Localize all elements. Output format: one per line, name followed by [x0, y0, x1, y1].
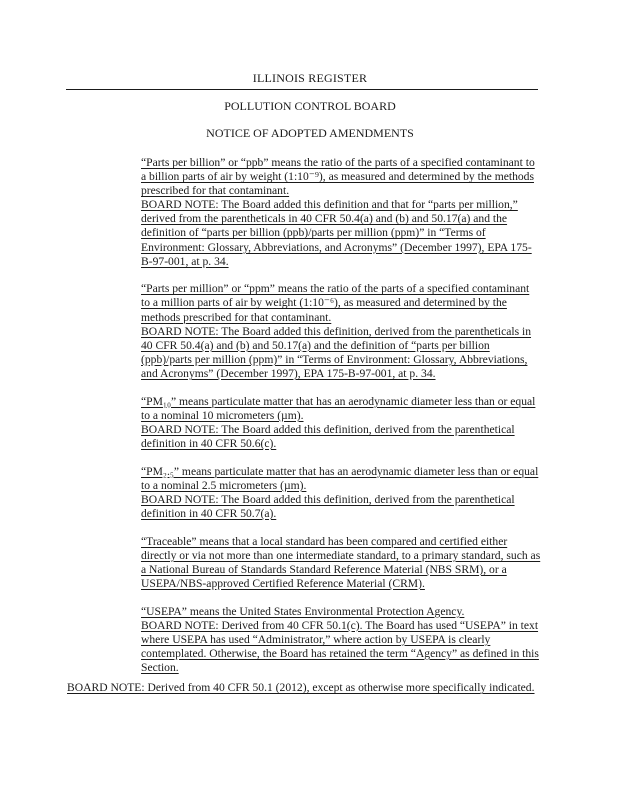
definition-text: “USEPA” means the United States Environmental Protection Agency. [141, 604, 465, 618]
definition-text: “PM₁₀” means particulate matter that has an aerodynamic diameter less than or equal to a nominal 10 micrometers (µm). [141, 394, 536, 422]
definition-pm25 [141, 465, 541, 521]
agency-name: POLLUTION CONTROL BOARD [224, 99, 396, 113]
board-note: BOARD NOTE: The Board added this definition, derived from the parenthetical definition in 40 CFR 50.6(c). [141, 422, 515, 450]
definition-ppm [141, 282, 541, 381]
definition-usepa [141, 605, 541, 675]
definition-text: “Traceable” means that a local standard has been compared and certified either directly or via not more than one intermediate standard, to a primary standard, such as a National Bureau of Standards Standard Reference Material (NBS SRM), or a USEPA/NBS-approved Certified Reference Material (CRM). [141, 534, 541, 590]
notice-title: NOTICE OF ADOPTED AMENDMENTS [206, 126, 414, 140]
definition-pm10 [141, 395, 541, 451]
board-note: BOARD NOTE: Derived from 40 CFR 50.1(c). The Board has used “USEPA” in text where USEPA has used “Administrator,” where action by USEPA is clearly contemplated. Otherwise, the Board has retained the term “Agency” as defined in this Section. [141, 618, 539, 674]
definition-ppb [141, 156, 541, 269]
board-note: BOARD NOTE: The Board added this definition and that for “parts per million,” derived from the parentheticals in 40 CFR 50.4(a) and (b) and 50.17(a) and the definition of “parts per billion (ppb)/parts per million (ppm)” in “Terms of Environment: Glossary, Abbreviations, and Acronyms” (December 1997), EPA 175-B-97-001, at p. 34. [141, 198, 532, 268]
definition-traceable [141, 535, 541, 591]
section-board-note: BOARD NOTE: Derived from 40 CFR 50.1 (2012), except as otherwise more specifically indicated. [67, 681, 535, 694]
header-rule [66, 89, 538, 90]
definition-text: “Parts per million” or “ppm” means the ratio of the parts of a specified contaminant to a million parts of air by weight (1:10⁻⁶), as measured and determined by the methods prescribed for that contaminant. [141, 282, 530, 324]
definition-text: “PM₂.₅” means particulate matter that has an aerodynamic diameter less than or equal to a nominal 2.5 micrometers (µm). [141, 464, 539, 492]
definition-text: “Parts per billion” or “ppb” means the ratio of the parts of a specified contaminant to a billion parts of air by weight (1:10⁻⁹), as measured and determined by the methods prescribed for that contaminant. [141, 156, 535, 198]
board-note: BOARD NOTE: The Board added this definition, derived from the parenthetical definition in 40 CFR 50.7(a). [141, 492, 515, 520]
board-note: BOARD NOTE: The Board added this definition, derived from the parentheticals in 40 CFR 50.4(a) and (b) and 50.17(a) and the definition of “parts per billion (ppb)/parts per million (ppm)” in “Terms of Environment: Glossary, Abbreviations, and Acronyms” (December 1997), EPA 175-B-97-001, at p. 34. [141, 324, 532, 380]
register-title: ILLINOIS REGISTER [252, 71, 368, 85]
definitions-list [141, 156, 541, 689]
